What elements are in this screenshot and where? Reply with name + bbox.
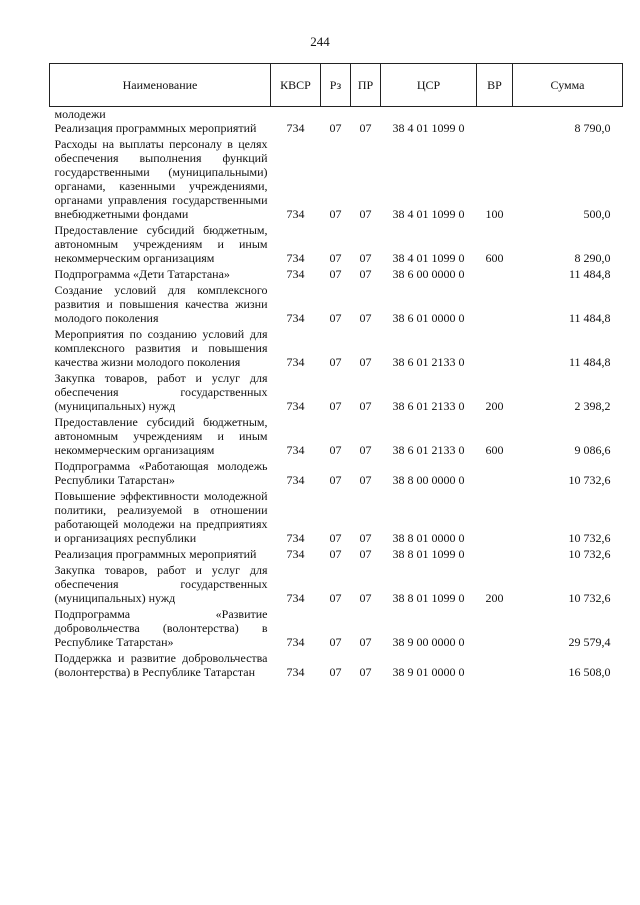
row-vr: 100 [485, 207, 504, 221]
table-row [50, 415, 623, 459]
row-name: Реализация программных мероприятий [54, 121, 257, 135]
row-name: Реализация программных мероприятий [54, 547, 257, 561]
row-pr: 07 [359, 251, 372, 265]
row-rz: 07 [329, 251, 342, 265]
row-name: Повышение эффективности молодежной политики, реализуемой в отношении работающей молодежи на предприятиях и организациях республики [54, 489, 268, 545]
row-kvsr: 734 [286, 311, 305, 325]
row-sum: 29 579,4 [568, 635, 611, 649]
row-kvsr: 734 [286, 635, 305, 649]
row-rz: 07 [329, 399, 342, 413]
row-kvsr: 734 [286, 399, 305, 413]
table-row [50, 607, 623, 651]
row-kvsr: 734 [286, 251, 305, 265]
table-row [50, 563, 623, 607]
table-row [50, 107, 623, 122]
row-sum: 9 086,6 [574, 443, 611, 457]
row-name: Создание условий для комплексного развития и повышения качества жизни молодого поколения [54, 283, 268, 325]
row-name: Предоставление субсидий бюджетным, автономным учреждениям и иным некоммерческим организациям [54, 223, 268, 265]
row-pr: 07 [359, 635, 372, 649]
row-rz: 07 [329, 665, 342, 679]
row-rz: 07 [329, 267, 342, 281]
table-row [50, 223, 623, 267]
row-vr: 200 [485, 399, 504, 413]
table-row [50, 327, 623, 371]
row-sum: 10 732,6 [568, 547, 611, 561]
row-vr [477, 651, 513, 681]
row-rz: 07 [329, 207, 342, 221]
table-row [50, 459, 623, 489]
row-csr [381, 107, 477, 122]
row-name: Мероприятия по созданию условий для комплексного развития и повышения качества жизни молодого поколения [54, 327, 268, 369]
row-csr: 38 9 01 0000 0 [392, 665, 465, 679]
row-pr: 07 [359, 665, 372, 679]
row-rz: 07 [329, 355, 342, 369]
row-sum: 10 732,6 [568, 531, 611, 545]
table-row [50, 283, 623, 327]
row-csr: 38 8 00 0000 0 [392, 473, 465, 487]
row-sum: 10 732,6 [568, 473, 611, 487]
row-csr: 38 6 01 2133 0 [392, 355, 465, 369]
row-vr [477, 489, 513, 547]
row-sum: 8 790,0 [574, 121, 611, 135]
row-csr: 38 9 00 0000 0 [392, 635, 465, 649]
row-name: Закупка товаров, работ и услуг для обеспечения государственных (муниципальных) нужд [54, 371, 268, 413]
row-kvsr: 734 [286, 443, 305, 457]
row-pr: 07 [359, 473, 372, 487]
row-name: молодежи [54, 107, 106, 121]
row-kvsr: 734 [286, 121, 305, 135]
row-vr [477, 459, 513, 489]
row-sum: 11 484,8 [568, 355, 611, 369]
row-csr: 38 6 01 2133 0 [392, 443, 465, 457]
row-kvsr: 734 [286, 207, 305, 221]
row-pr: 07 [359, 547, 372, 561]
row-rz: 07 [329, 443, 342, 457]
column-header-csr: ЦСР [381, 64, 477, 107]
row-pr: 07 [359, 207, 372, 221]
row-kvsr: 734 [286, 473, 305, 487]
row-kvsr [271, 107, 321, 122]
row-name: Предоставление субсидий бюджетным, автономным учреждениям и иным некоммерческим организациям [54, 415, 268, 457]
row-vr: 200 [485, 591, 504, 605]
row-vr: 600 [485, 251, 504, 265]
table-row [50, 651, 623, 681]
table-row [50, 489, 623, 547]
row-rz [321, 107, 351, 122]
row-csr: 38 8 01 1099 0 [392, 591, 465, 605]
row-sum: 2 398,2 [574, 399, 611, 413]
row-rz: 07 [329, 473, 342, 487]
table-row [50, 137, 623, 223]
row-kvsr: 734 [286, 591, 305, 605]
table-row [50, 267, 623, 283]
row-pr: 07 [359, 443, 372, 457]
row-csr: 38 8 01 0000 0 [392, 531, 465, 545]
row-vr [477, 607, 513, 651]
row-sum: 8 290,0 [574, 251, 611, 265]
row-csr: 38 6 00 0000 0 [392, 267, 465, 281]
row-sum: 10 732,6 [568, 591, 611, 605]
row-pr: 07 [359, 311, 372, 325]
table-row [50, 547, 623, 563]
column-header-pr: ПР [351, 64, 381, 107]
row-vr [477, 121, 513, 137]
row-rz: 07 [329, 635, 342, 649]
row-vr [477, 327, 513, 371]
row-sum [513, 107, 623, 122]
column-header-vr: ВР [477, 64, 513, 107]
row-kvsr: 734 [286, 267, 305, 281]
column-header-rz: Рз [321, 64, 351, 107]
row-pr: 07 [359, 591, 372, 605]
column-header-name: Наименование [50, 64, 271, 107]
row-csr: 38 4 01 1099 0 [392, 251, 465, 265]
row-csr: 38 4 01 1099 0 [392, 121, 465, 135]
row-pr: 07 [359, 121, 372, 135]
row-vr [477, 267, 513, 283]
row-csr: 38 4 01 1099 0 [392, 207, 465, 221]
row-name: Подпрограмма «Развитие добровольчества (волонтерства) в Республике Татарстан» [54, 607, 268, 649]
row-vr [477, 107, 513, 122]
row-csr: 38 6 01 0000 0 [392, 311, 465, 325]
row-rz: 07 [329, 547, 342, 561]
row-sum: 11 484,8 [568, 311, 611, 325]
row-pr: 07 [359, 267, 372, 281]
row-name: Расходы на выплаты персоналу в целях обеспечения выполнения функций государственными (муниципальными) органами, казенными учреждениями, органами управления государственными внебюджетными фондами [54, 137, 268, 221]
row-sum: 16 508,0 [568, 665, 611, 679]
row-kvsr: 734 [286, 531, 305, 545]
row-kvsr: 734 [286, 547, 305, 561]
table-row [50, 121, 623, 137]
row-name: Подпрограмма «Дети Татарстана» [54, 267, 230, 281]
column-header-sum: Сумма [513, 64, 623, 107]
row-csr: 38 6 01 2133 0 [392, 399, 465, 413]
row-name: Подпрограмма «Работающая молодежь Республики Татарстан» [54, 459, 268, 487]
row-vr [477, 283, 513, 327]
table-header [50, 64, 623, 107]
row-pr: 07 [359, 355, 372, 369]
row-pr: 07 [359, 399, 372, 413]
row-sum: 11 484,8 [568, 267, 611, 281]
row-rz: 07 [329, 591, 342, 605]
row-kvsr: 734 [286, 665, 305, 679]
row-pr: 07 [359, 531, 372, 545]
budget-table [49, 63, 623, 681]
row-rz: 07 [329, 121, 342, 135]
table-row [50, 371, 623, 415]
row-vr [477, 547, 513, 563]
row-sum: 500,0 [583, 207, 611, 221]
row-kvsr: 734 [286, 355, 305, 369]
row-pr [351, 107, 381, 122]
row-name: Закупка товаров, работ и услуг для обеспечения государственных (муниципальных) нужд [54, 563, 268, 605]
row-rz: 07 [329, 531, 342, 545]
row-rz: 07 [329, 311, 342, 325]
column-header-kvsr: КВСР [271, 64, 321, 107]
table-body [50, 107, 623, 682]
row-vr: 600 [485, 443, 504, 457]
row-csr: 38 8 01 1099 0 [392, 547, 465, 561]
page-number: 244 [310, 34, 330, 49]
row-name: Поддержка и развитие добровольчества (волонтерства) в Республике Татарстан [54, 651, 268, 679]
